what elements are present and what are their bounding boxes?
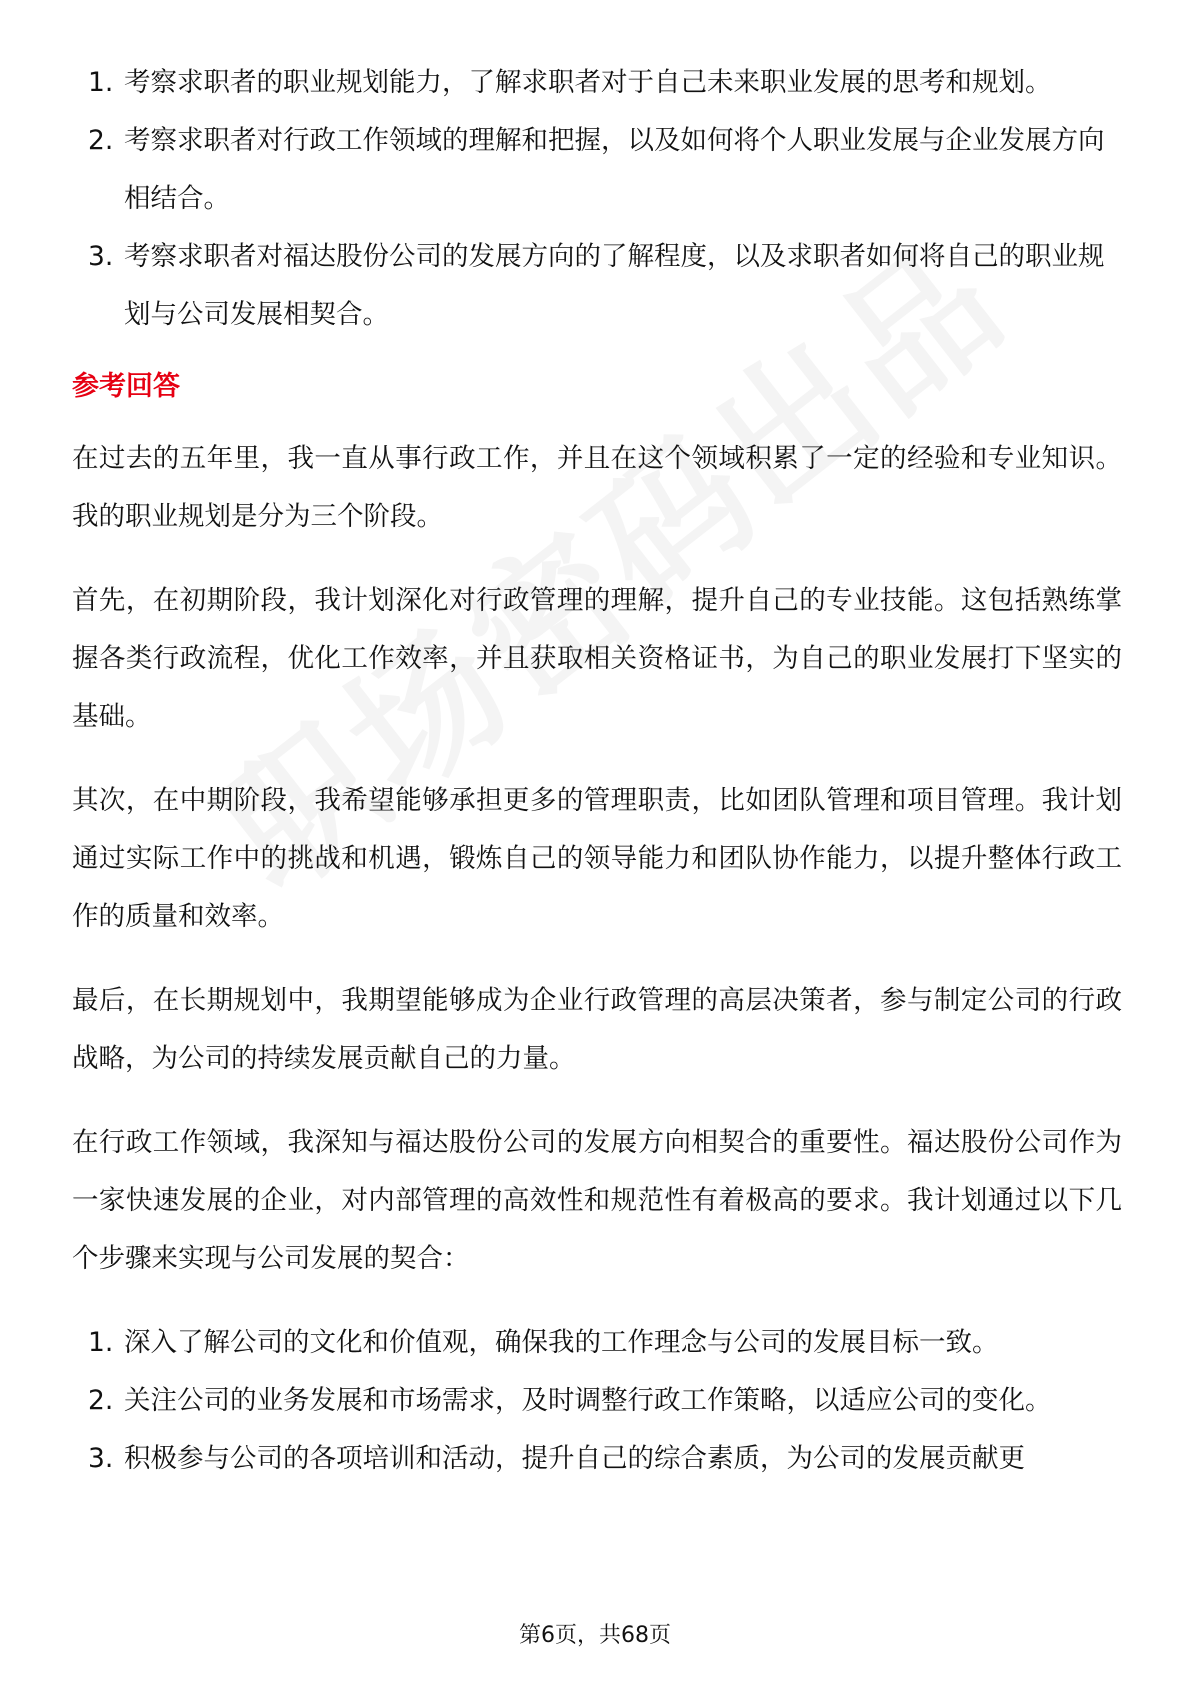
list-item-number: 1.: [88, 67, 114, 98]
list-item-text: 积极参与公司的各项培训和活动，提升自己的综合素质，为公司的发展贡献更: [124, 1443, 1025, 1474]
list-item-text: 考察求职者对福达股份公司的发展方向的了解程度，以及求职者如何将自己的职业规划与公司发展相契合。: [124, 241, 1105, 330]
list-item-number: 3.: [88, 241, 114, 272]
list-item: [72, 54, 1122, 112]
paragraph: 最后，在长期规划中，我期望能够成为企业行政管理的高层决策者，参与制定公司的行政战略，为公司的持续发展贡献自己的力量。: [72, 985, 1122, 1074]
page-footer: 第6页，共68页: [519, 1623, 671, 1648]
list-item-number: 2.: [88, 125, 114, 156]
list-item-number: 3.: [88, 1443, 114, 1474]
section-heading: 参考回答: [72, 371, 180, 402]
steps-list: [72, 1314, 1122, 1488]
list-item: [72, 1430, 1122, 1488]
list-item-text: 考察求职者的职业规划能力，了解求职者对于自己未来职业发展的思考和规划。: [124, 67, 1052, 98]
paragraph: 在行政工作领域，我深知与福达股份公司的发展方向相契合的重要性。福达股份公司作为一家快速发展的企业，对内部管理的高效性和规范性有着极高的要求。我计划通过以下几个步骤来实现与公司发展的契合：: [72, 1127, 1122, 1274]
paragraph: 其次，在中期阶段，我希望能够承担更多的管理职责，比如团队管理和项目管理。我计划通过实际工作中的挑战和机遇，锻炼自己的领导能力和团队协作能力，以提升整体行政工作的质量和效率。: [72, 785, 1122, 932]
paragraph: 在过去的五年里，我一直从事行政工作，并且在这个领域积累了一定的经验和专业知识。我的职业规划是分为三个阶段。: [72, 443, 1122, 532]
list-item-text: 考察求职者对行政工作领域的理解和把握，以及如何将个人职业发展与企业发展方向相结合。: [124, 125, 1105, 214]
list-item-number: 1.: [88, 1327, 114, 1358]
list-item: [72, 1372, 1122, 1430]
list-item: [72, 112, 1122, 228]
list-item-number: 2.: [88, 1385, 114, 1416]
list-item: [72, 228, 1122, 344]
list-item-text: 关注公司的业务发展和市场需求，及时调整行政工作策略，以适应公司的变化。: [124, 1385, 1052, 1416]
intro-list: [72, 54, 1122, 344]
paragraph: 首先，在初期阶段，我计划深化对行政管理的理解，提升自己的专业技能。这包括熟练掌握各类行政流程，优化工作效率，并且获取相关资格证书，为自己的职业发展打下坚实的基础。: [72, 585, 1122, 732]
list-item: [72, 1314, 1122, 1372]
list-item-text: 深入了解公司的文化和价值观，确保我的工作理念与公司的发展目标一致。: [124, 1327, 999, 1358]
page-content: [72, 54, 1122, 1488]
